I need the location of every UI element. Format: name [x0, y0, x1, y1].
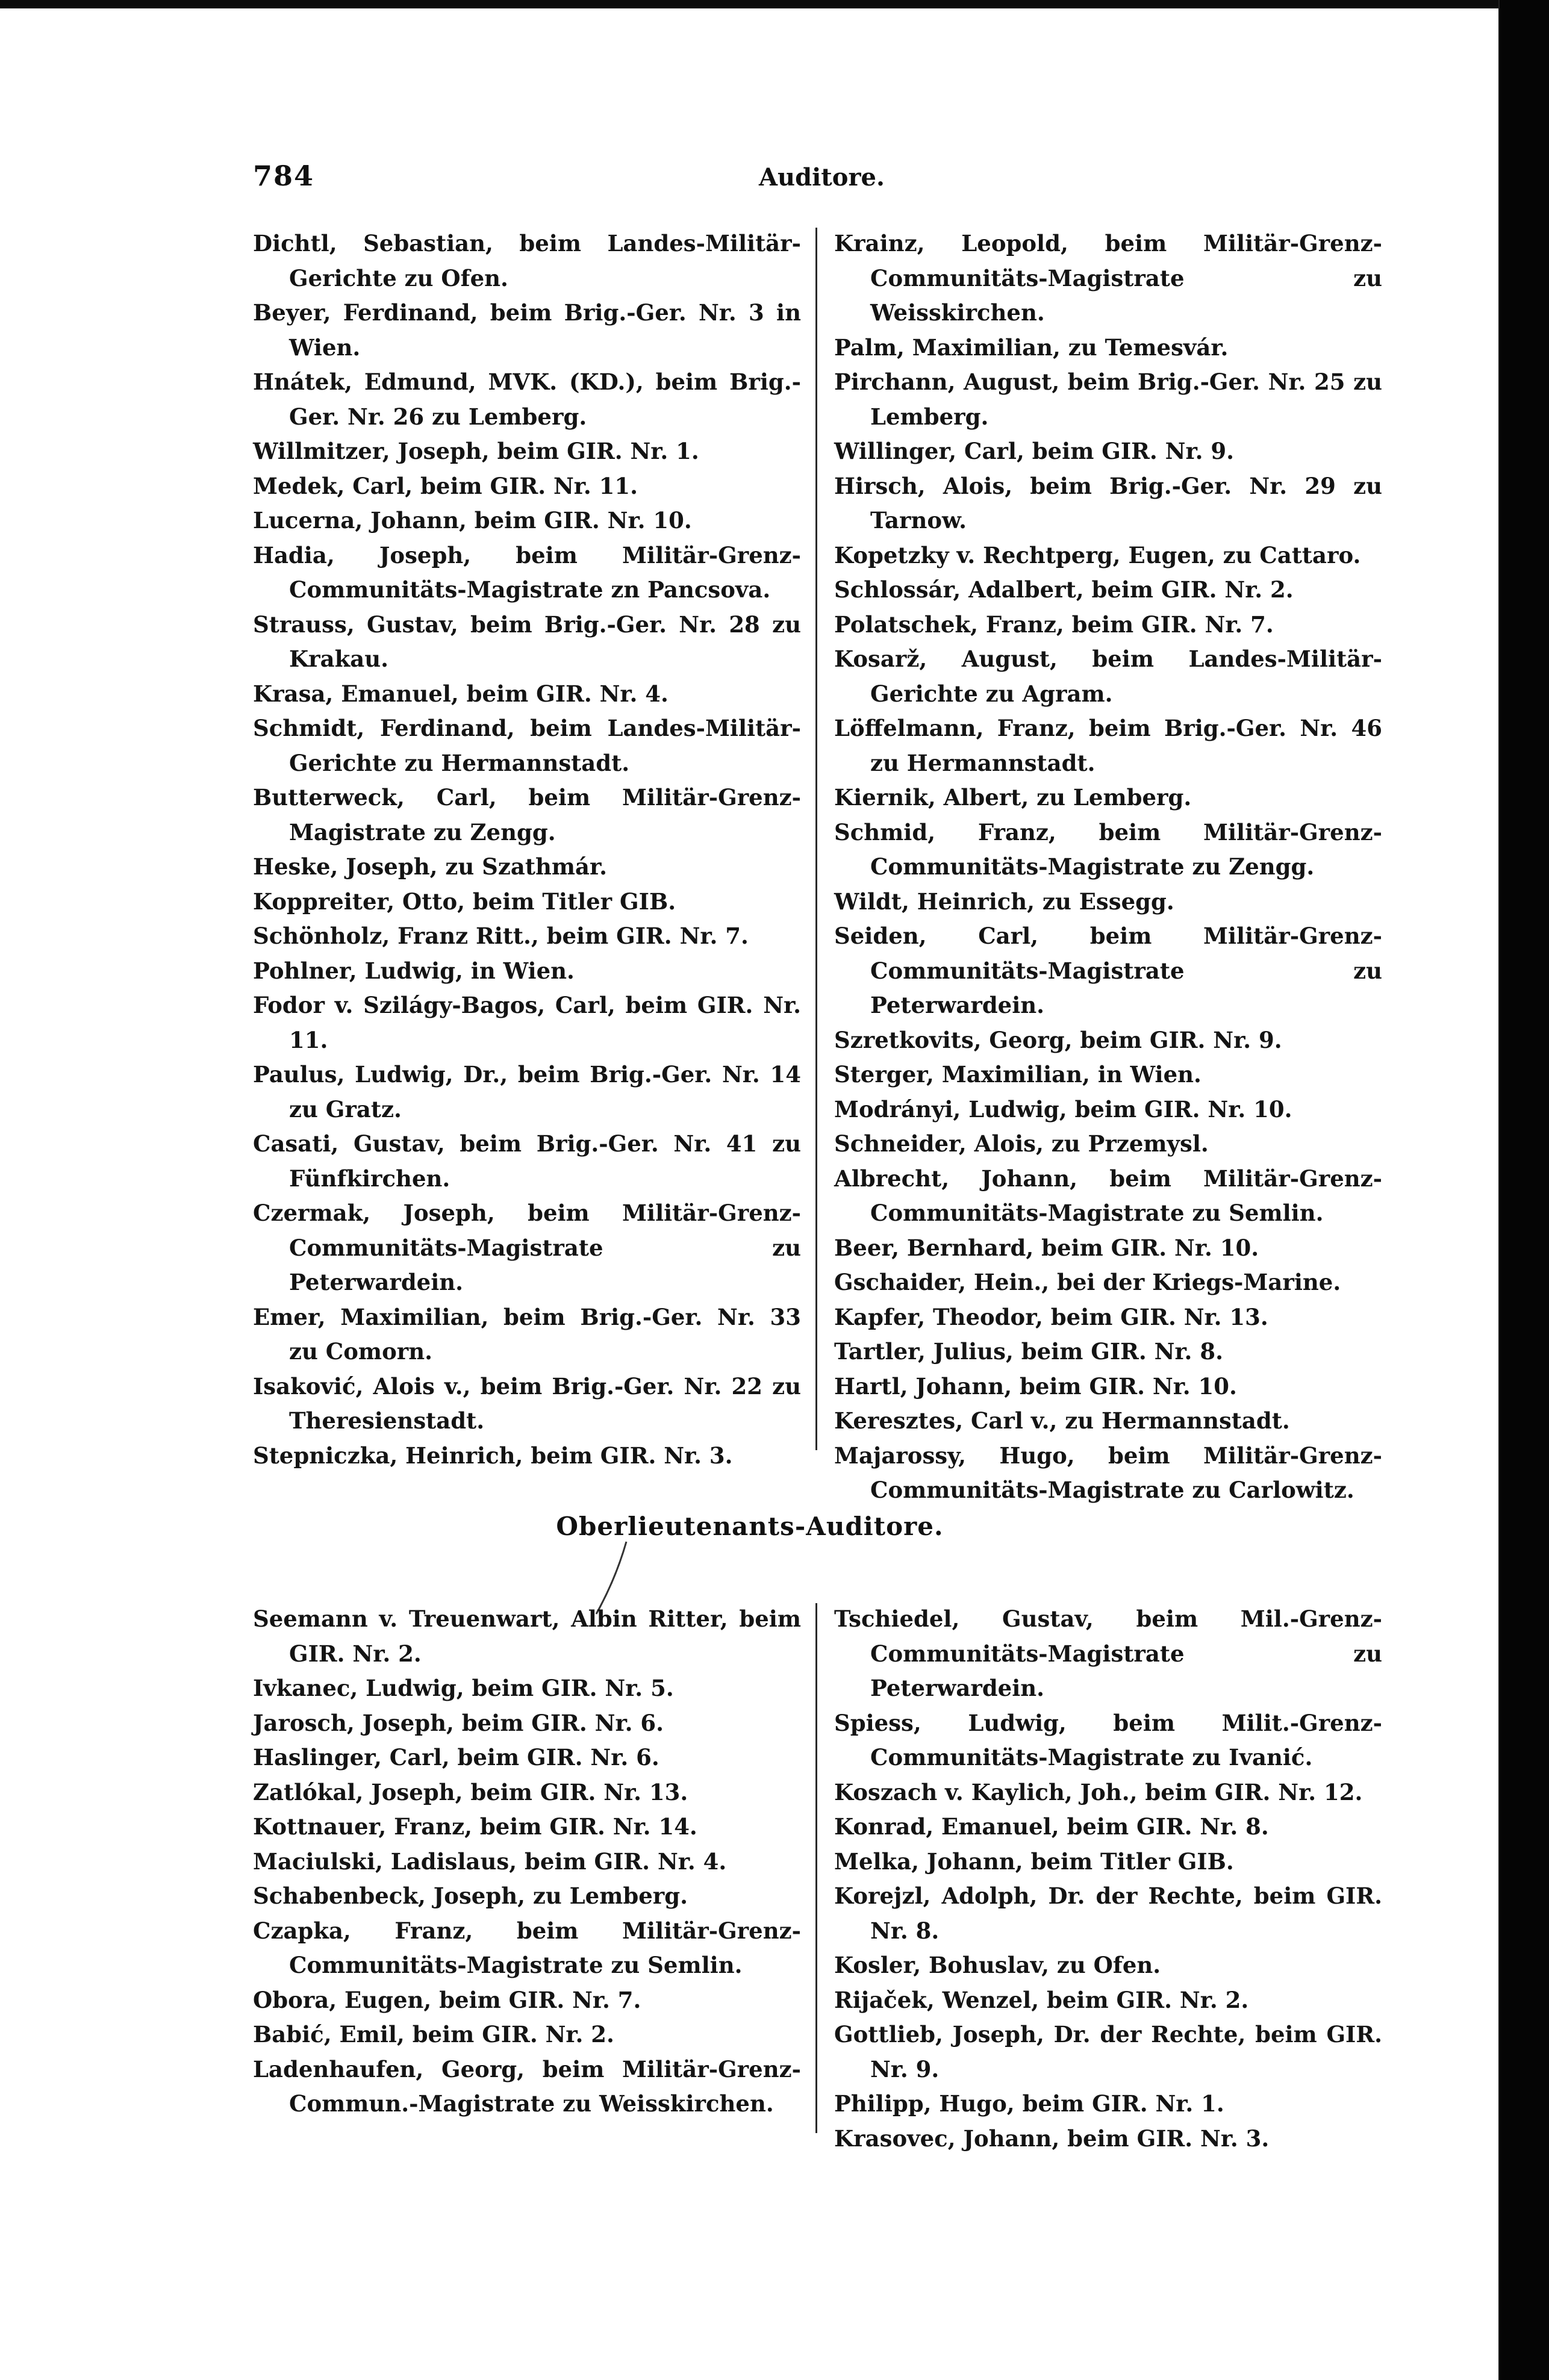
list-item: Schlossár, Adalbert, beim GIR. Nr. 2. — [834, 576, 1294, 603]
section-heading: Oberlieutenants-Auditore. — [556, 1512, 944, 1541]
list-item: Maciulski, Ladislaus, beim GIR. Nr. 4. — [253, 1848, 727, 1875]
list-item: Löffelmann, Franz, beim Brig.-Ger. Nr. 46 zu Hermannstadt. — [834, 715, 1382, 776]
list-item: Melka, Johann, beim Titler GIB. — [834, 1848, 1234, 1875]
list-item: Isaković, Alois v., beim Brig.-Ger. Nr. 22 zu Theresienstadt. — [253, 1372, 801, 1434]
list-item: Zatlókal, Joseph, beim GIR. Nr. 13. — [253, 1778, 688, 1805]
list-item: Schneider, Alois, zu Przemysl. — [834, 1130, 1209, 1157]
running-title: Auditore. — [759, 163, 885, 192]
list-item: Hadia, Joseph, beim Militär-Grenz-Communitäts-Magistrate zn Pancsova. — [253, 541, 801, 603]
list-item: Spiess, Ludwig, beim Milit.-Grenz-Communitäts-Magistrate zu Ivanić. — [834, 1709, 1382, 1771]
section1-left-column — [253, 226, 801, 1473]
list-item: Emer, Maximilian, beim Brig.-Ger. Nr. 33 zu Comorn. — [253, 1303, 801, 1365]
list-item: Obora, Eugen, beim GIR. Nr. 7. — [253, 1986, 641, 2013]
list-item: Pohlner, Ludwig, in Wien. — [253, 957, 575, 984]
list-item: Kopetzky v. Rechtperg, Eugen, zu Cattaro. — [834, 541, 1361, 569]
list-item: Modrányi, Ludwig, beim GIR. Nr. 10. — [834, 1095, 1292, 1123]
column-divider — [815, 1603, 817, 2133]
list-item: Haslinger, Carl, beim GIR. Nr. 6. — [253, 1744, 659, 1771]
list-item: Dichtl, Sebastian, beim Landes-Militär-Gerichte zu Ofen. — [253, 230, 801, 291]
list-item: Willinger, Carl, beim GIR. Nr. 9. — [834, 438, 1234, 464]
list-item: Tschiedel, Gustav, beim Mil.-Grenz-Communitäts-Magistrate zu Peterwardein. — [834, 1606, 1382, 1701]
list-item: Kottnauer, Franz, beim GIR. Nr. 14. — [253, 1813, 697, 1840]
list-item: Gottlieb, Joseph, Dr. der Rechte, beim GIR. Nr. 9. — [834, 2021, 1382, 2082]
column-divider — [815, 228, 817, 1450]
list-item: Hirsch, Alois, beim Brig.-Ger. Nr. 29 zu Tarnow. — [834, 472, 1382, 534]
list-item: Schönholz, Franz Ritt., beim GIR. Nr. 7. — [253, 923, 749, 949]
list-item: Kosarž, August, beim Landes-Militär-Gerichte zu Agram. — [834, 646, 1382, 707]
list-item: Ladenhaufen, Georg, beim Militär-Grenz-Commun.-Magistrate zu Weisskirchen. — [253, 2055, 801, 2117]
list-item: Tartler, Julius, beim GIR. Nr. 8. — [834, 1338, 1223, 1365]
list-item: Ivkanec, Ludwig, beim GIR. Nr. 5. — [253, 1675, 674, 1701]
section2-left-column — [253, 1602, 801, 2122]
list-item: Seiden, Carl, beim Militär-Grenz-Communitäts-Magistrate zu Peterwardein. — [834, 923, 1382, 1018]
list-item: Schmid, Franz, beim Militär-Grenz-Communitäts-Magistrate zu Zengg. — [834, 818, 1382, 880]
list-item: Fodor v. Szilágy-Bagos, Carl, beim GIR. Nr. 11. — [253, 992, 801, 1053]
list-item: Schabenbeck, Joseph, zu Lemberg. — [253, 1883, 688, 1909]
list-item: Casati, Gustav, beim Brig.-Ger. Nr. 41 zu Fünfkirchen. — [253, 1130, 801, 1192]
list-item: Korejzl, Adolph, Dr. der Rechte, beim GIR. Nr. 8. — [834, 1883, 1382, 1944]
list-item: Rijaček, Wenzel, beim GIR. Nr. 2. — [834, 1986, 1249, 2013]
list-item: Konrad, Emanuel, beim GIR. Nr. 8. — [834, 1813, 1269, 1840]
list-item: Butterweck, Carl, beim Militär-Grenz-Magistrate zu Zengg. — [253, 784, 801, 846]
list-item: Pirchann, August, beim Brig.-Ger. Nr. 25 zu Lemberg. — [834, 369, 1382, 430]
list-item: Albrecht, Johann, beim Militär-Grenz-Communitäts-Magistrate zu Semlin. — [834, 1165, 1382, 1226]
list-item: Polatschek, Franz, beim GIR. Nr. 7. — [834, 611, 1274, 638]
list-item: Czapka, Franz, beim Militär-Grenz-Communitäts-Magistrate zu Semlin. — [253, 1917, 801, 1978]
list-item: Seemann v. Treuenwart, Albin Ritter, beim GIR. Nr. 2. — [253, 1606, 801, 1667]
list-item: Schmidt, Ferdinand, beim Landes-Militär-Gerichte zu Hermannstadt. — [253, 715, 801, 776]
list-item: Keresztes, Carl v., zu Hermannstadt. — [834, 1407, 1290, 1434]
list-item: Krasovec, Johann, beim GIR. Nr. 3. — [834, 2125, 1270, 2152]
list-item: Wildt, Heinrich, zu Essegg. — [834, 888, 1174, 915]
list-item: Hartl, Johann, beim GIR. Nr. 10. — [834, 1372, 1237, 1400]
scan-top-edge — [0, 0, 1500, 8]
list-item: Heske, Joseph, zu Szathmár. — [253, 853, 607, 880]
list-item: Jarosch, Joseph, beim GIR. Nr. 6. — [253, 1709, 664, 1736]
list-item: Philipp, Hugo, beim GIR. Nr. 1. — [834, 2090, 1224, 2117]
list-item: Kosler, Bohuslav, zu Ofen. — [834, 1952, 1161, 1978]
scan-black-margin — [1500, 0, 1549, 2380]
list-item: Gschaider, Hein., bei der Kriegs-Marine. — [834, 1269, 1341, 1295]
list-item: Sterger, Maximilian, in Wien. — [834, 1061, 1201, 1088]
list-item: Szretkovits, Georg, beim GIR. Nr. 9. — [834, 1026, 1282, 1053]
list-item: Palm, Maximilian, zu Temesvár. — [834, 334, 1229, 361]
list-item: Medek, Carl, beim GIR. Nr. 11. — [253, 472, 638, 499]
list-item: Koszach v. Kaylich, Joh., beim GIR. Nr. 12. — [834, 1778, 1363, 1805]
section2-right-column — [834, 1602, 1382, 2156]
list-item: Babić, Emil, beim GIR. Nr. 2. — [253, 2021, 614, 2048]
list-item: Lucerna, Johann, beim GIR. Nr. 10. — [253, 507, 692, 534]
list-item: Beyer, Ferdinand, beim Brig.-Ger. Nr. 3 in Wien. — [253, 299, 801, 361]
list-item: Czermak, Joseph, beim Militär-Grenz-Communitäts-Magistrate zu Peterwardein. — [253, 1200, 801, 1295]
list-item: Kiernik, Albert, zu Lemberg. — [834, 784, 1192, 811]
list-item: Krainz, Leopold, beim Militär-Grenz-Communitäts-Magistrate zu Weisskirchen. — [834, 230, 1382, 326]
section1-right-column — [834, 226, 1382, 1508]
list-item: Strauss, Gustav, beim Brig.-Ger. Nr. 28 zu Krakau. — [253, 611, 801, 672]
list-item: Koppreiter, Otto, beim Titler GIB. — [253, 888, 676, 915]
list-item: Willmitzer, Joseph, beim GIR. Nr. 1. — [253, 438, 699, 464]
list-item: Stepniczka, Heinrich, beim GIR. Nr. 3. — [253, 1442, 733, 1469]
page-number: 784 — [253, 160, 315, 192]
list-item: Krasa, Emanuel, beim GIR. Nr. 4. — [253, 680, 669, 707]
list-item: Kapfer, Theodor, beim GIR. Nr. 13. — [834, 1303, 1268, 1330]
list-item: Hnátek, Edmund, MVK. (KD.), beim Brig.-Ger. Nr. 26 zu Lemberg. — [253, 369, 801, 430]
page-header — [253, 160, 1397, 202]
list-item: Beer, Bernhard, beim GIR. Nr. 10. — [834, 1234, 1259, 1261]
list-item: Majarossy, Hugo, beim Militär-Grenz-Communitäts-Magistrate zu Carlowitz. — [834, 1442, 1382, 1503]
list-item: Paulus, Ludwig, Dr., beim Brig.-Ger. Nr. 14 zu Gratz. — [253, 1061, 801, 1123]
